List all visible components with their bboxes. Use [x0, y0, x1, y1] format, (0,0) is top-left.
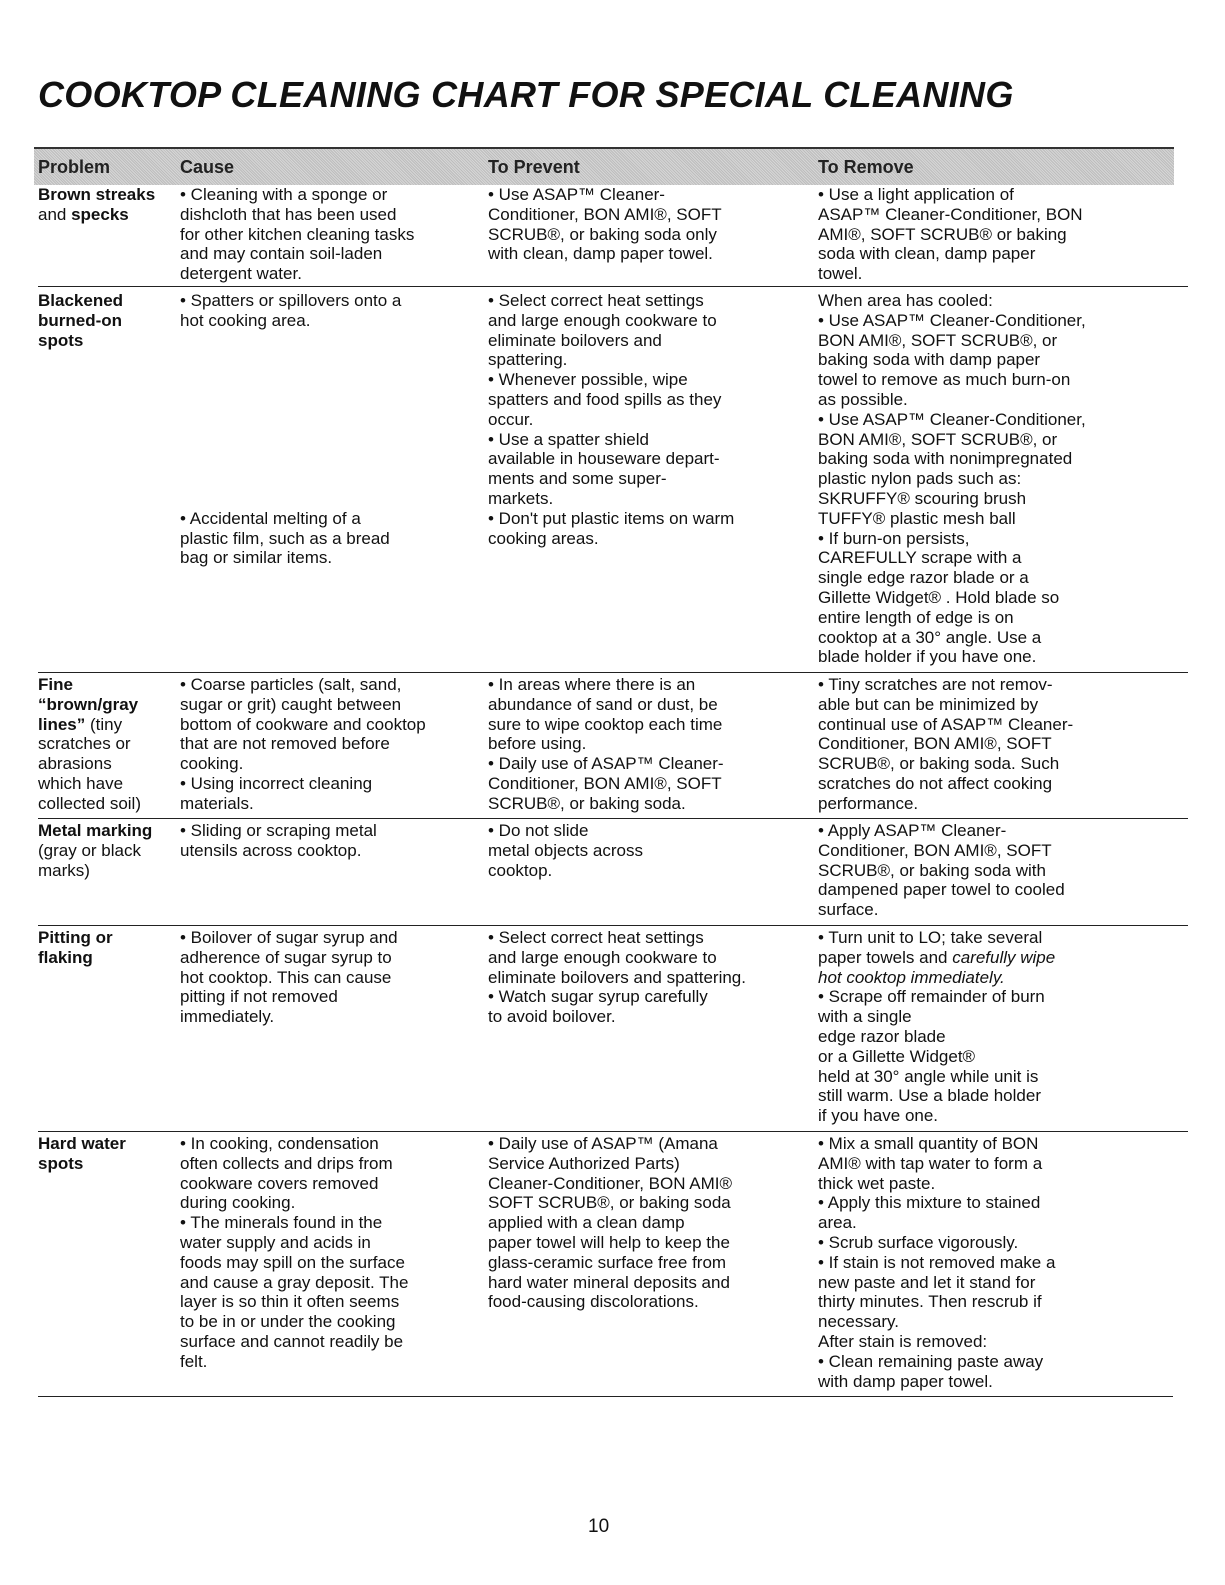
problem-cell — [38, 675, 141, 814]
text-line: or a Gillette Widget® — [818, 1046, 976, 1066]
text-line: AMI®, SOFT SCRUB® or baking — [818, 224, 1067, 244]
table-header — [34, 147, 1174, 185]
text-line: After stain is removed: — [818, 1331, 988, 1351]
text-line — [38, 821, 152, 841]
remove-cell — [818, 291, 1086, 667]
text-line: dampened paper towel to cooled — [818, 880, 1065, 900]
text-line: • Scrape off remainder of burn — [818, 987, 1045, 1007]
text-line: occur. — [488, 409, 534, 429]
cause-cell — [180, 1134, 408, 1372]
text-line: baking soda with damp paper — [818, 350, 1041, 370]
text-line: • Tiny scratches are not remov- — [818, 675, 1053, 694]
text-line: before using. — [488, 734, 587, 754]
text-line: and large enough cookware to — [488, 310, 717, 330]
cause-cell — [180, 675, 426, 814]
text-line: held at 30° angle while unit is — [818, 1066, 1039, 1086]
text-line — [180, 410, 401, 430]
text-line: and may contain soil-laden — [180, 244, 383, 264]
prevent-cell — [488, 928, 746, 1027]
text-line: eliminate boilovers and spattering. — [488, 967, 746, 987]
text-line: pitting if not removed — [180, 987, 338, 1007]
row-divider — [38, 1396, 1173, 1397]
text-line: scratches do not affect cooking — [818, 773, 1053, 793]
text-line: AMI® with tap water to form a — [818, 1153, 1043, 1173]
text-line: performance. — [818, 793, 919, 813]
text-line: immediately. — [180, 1007, 275, 1027]
text-line — [38, 675, 141, 695]
text-line — [38, 205, 155, 225]
text-line: Conditioner, BON AMI®, SOFT — [818, 734, 1052, 754]
text-line: cookware covers removed — [180, 1173, 379, 1193]
text-segment: flaking — [38, 947, 93, 967]
text-line: area. — [818, 1213, 857, 1233]
text-line: When area has cooled: — [818, 291, 993, 310]
cause-cell — [180, 928, 398, 1027]
text-line — [180, 430, 401, 450]
text-line: detergent water. — [180, 264, 302, 284]
text-line: and cause a gray deposit. The — [180, 1272, 409, 1292]
text-line — [38, 794, 141, 814]
text-line: • Use ASAP™ Cleaner-Conditioner, — [818, 409, 1086, 429]
header-problem: Problem — [38, 157, 111, 177]
text-line: SCRUB®, or baking soda. Such — [818, 754, 1060, 774]
text-segment: hot cooktop immediately. — [818, 967, 1005, 987]
text-line: able but can be minimized by — [818, 694, 1039, 714]
text-line: abundance of sand or dust, be — [488, 694, 718, 714]
text-segment: Blackened — [38, 291, 124, 310]
text-line: • Using incorrect cleaning — [180, 773, 373, 793]
text-line: spattering. — [488, 350, 568, 370]
remove-cell — [818, 675, 1073, 814]
text-line: plastic nylon pads such as: — [818, 469, 1022, 489]
text-segment: spots — [38, 1153, 84, 1173]
text-segment: spots — [38, 330, 84, 350]
text-line: SOFT SCRUB®, or baking soda — [488, 1193, 731, 1213]
text-line: metal objects across — [488, 840, 643, 860]
text-line: SCRUB®, or baking soda only — [488, 224, 717, 244]
remove-cell — [818, 1134, 1055, 1391]
text-line: ASAP™ Cleaner-Conditioner, BON — [818, 204, 1083, 224]
prevent-cell — [488, 291, 734, 548]
text-line: • Watch sugar syrup carefully — [488, 987, 708, 1007]
row-divider — [38, 818, 1188, 819]
text-segment: burned-on — [38, 310, 123, 330]
text-line: blade holder if you have one. — [818, 647, 1037, 667]
text-line — [180, 390, 401, 410]
text-line — [38, 311, 123, 331]
text-line: plastic film, such as a bread — [180, 528, 390, 548]
text-line — [38, 928, 113, 948]
text-line — [38, 695, 141, 715]
text-line: • Mix a small quantity of BON — [818, 1134, 1039, 1153]
text-line: • Scrub surface vigorously. — [818, 1232, 1019, 1252]
text-line: bag or similar items. — [180, 548, 333, 568]
text-segment: which have — [38, 773, 124, 793]
text-line: layer is so thin it often seems — [180, 1292, 400, 1312]
text-line: surface. — [818, 900, 879, 920]
text-line: BON AMI®, SOFT SCRUB®, or — [818, 429, 1058, 449]
text-line: glass-ceramic surface free from — [488, 1252, 727, 1272]
page-title: COOKTOP CLEANING CHART FOR SPECIAL CLEANING — [38, 74, 1014, 115]
text-line: Conditioner, BON AMI®, SOFT — [818, 840, 1052, 860]
cause-cell — [180, 291, 401, 568]
row-divider — [38, 672, 1188, 673]
text-line: water supply and acids in — [180, 1232, 371, 1252]
text-line: with a single — [818, 1007, 912, 1027]
text-line: Service Authorized Parts) — [488, 1153, 680, 1173]
text-line: • Accidental melting of a — [180, 508, 361, 528]
text-line: hot cooktop. This can cause — [180, 967, 392, 987]
text-line: food-causing discolorations. — [488, 1292, 699, 1312]
text-line — [38, 861, 152, 881]
text-line: Cleaner-Conditioner, BON AMI® — [488, 1173, 733, 1193]
text-line: thirty minutes. Then rescrub if — [818, 1292, 1042, 1312]
text-line: • If stain is not removed make a — [818, 1252, 1056, 1272]
text-line: thick wet paste. — [818, 1173, 936, 1193]
text-line: Gillette Widget® . Hold blade so — [818, 587, 1060, 607]
prevent-cell — [488, 821, 643, 880]
text-line — [180, 370, 401, 390]
remove-cell — [818, 821, 1065, 920]
text-line — [38, 331, 123, 351]
text-line: • Daily use of ASAP™ Cleaner- — [488, 754, 724, 774]
text-segment: (tiny — [85, 714, 123, 734]
text-line — [180, 489, 401, 509]
text-line: towel. — [818, 264, 863, 284]
text-line: • Use ASAP™ Cleaner-Conditioner, — [818, 310, 1086, 330]
text-line: • Boilover of sugar syrup and — [180, 928, 398, 947]
text-line: • Use a spatter shield — [488, 429, 649, 449]
prevent-cell — [488, 675, 724, 814]
row-divider — [38, 286, 1188, 287]
problem-cell — [38, 821, 152, 880]
text-line — [818, 948, 1055, 968]
problem-cell — [38, 1134, 126, 1174]
text-line: surface and cannot readily be — [180, 1331, 404, 1351]
text-segment: specks — [71, 204, 129, 224]
text-line: continual use of ASAP™ Cleaner- — [818, 714, 1074, 734]
row-divider — [38, 1131, 1188, 1132]
text-line — [38, 774, 141, 794]
text-line: bottom of cookware and cooktop — [180, 714, 426, 734]
text-line — [38, 1154, 126, 1174]
header-to-remove: To Remove — [818, 157, 914, 177]
text-line: markets. — [488, 488, 554, 508]
text-line: edge razor blade — [818, 1026, 946, 1046]
text-line — [38, 841, 152, 861]
text-line: new paste and let it stand for — [818, 1272, 1036, 1292]
header-cause: Cause — [180, 157, 235, 177]
text-line: towel to remove as much burn-on — [818, 370, 1071, 390]
text-line: often collects and drips from — [180, 1153, 393, 1173]
text-line: to avoid boilover. — [488, 1007, 616, 1027]
text-line: • Apply this mixture to stained — [818, 1193, 1041, 1213]
cause-cell — [180, 821, 377, 861]
text-line: paper towel will help to keep the — [488, 1232, 730, 1252]
text-line: for other kitchen cleaning tasks — [180, 224, 415, 244]
text-line: • Daily use of ASAP™ (Amana — [488, 1134, 718, 1153]
text-line — [818, 968, 1055, 988]
text-line: • In areas where there is an — [488, 675, 696, 694]
problem-cell — [38, 291, 123, 350]
text-segment: scratches or — [38, 734, 131, 754]
text-line: CAREFULLY scrape with a — [818, 548, 1022, 568]
text-line: cooktop at a 30° angle. Use a — [818, 627, 1042, 647]
text-segment: lines” — [38, 714, 86, 734]
text-segment: Metal marking — [38, 821, 153, 840]
text-line: • Do not slide — [488, 821, 589, 840]
text-line: SKRUFFY® scouring brush — [818, 488, 1027, 508]
text-line: • Apply ASAP™ Cleaner- — [818, 821, 1007, 840]
text-line: • If burn-on persists, — [818, 528, 970, 548]
text-segment: collected soil) — [38, 793, 141, 813]
text-line — [38, 734, 141, 754]
problem-cell — [38, 185, 155, 225]
text-segment: Hard water — [38, 1134, 126, 1153]
text-line: cooking. — [180, 754, 244, 774]
text-line: as possible. — [818, 389, 908, 409]
text-line: with clean, damp paper towel. — [488, 244, 713, 264]
text-line: spatters and food spills as they — [488, 389, 722, 409]
text-line: cooktop. — [488, 860, 553, 880]
text-line: single edge razor blade or a — [818, 568, 1029, 588]
prevent-cell — [488, 185, 722, 264]
text-line: ments and some super- — [488, 469, 667, 489]
text-segment: (gray or black — [38, 840, 141, 860]
text-line: utensils across cooktop. — [180, 840, 362, 860]
text-line: TUFFY® plastic mesh ball — [818, 508, 1016, 528]
text-line: • Sliding or scraping metal — [180, 821, 377, 840]
text-line: • Whenever possible, wipe — [488, 370, 688, 390]
text-line: during cooking. — [180, 1193, 296, 1213]
text-line: necessary. — [818, 1312, 899, 1332]
text-line: • Select correct heat settings — [488, 928, 704, 947]
text-line — [38, 1134, 126, 1154]
prevent-cell — [488, 1134, 732, 1312]
text-segment: “brown/gray — [38, 694, 139, 714]
text-line: available in houseware depart- — [488, 449, 720, 469]
text-segment: paper towels and — [818, 947, 953, 967]
text-line: sugar or grit) caught between — [180, 694, 402, 714]
text-line: hard water mineral deposits and — [488, 1272, 730, 1292]
cause-cell — [180, 185, 414, 284]
text-line: applied with a clean damp — [488, 1213, 685, 1233]
text-segment: abrasions — [38, 754, 112, 774]
text-line — [38, 291, 123, 311]
text-segment: Pitting or — [38, 928, 113, 947]
text-line: sure to wipe cooktop each time — [488, 714, 723, 734]
text-line: still warm. Use a blade holder — [818, 1086, 1041, 1106]
text-line — [38, 185, 155, 205]
text-line: and large enough cookware to — [488, 947, 717, 967]
text-line: with damp paper towel. — [818, 1371, 993, 1391]
text-line — [38, 948, 113, 968]
text-line: adherence of sugar syrup to — [180, 947, 392, 967]
row-divider — [38, 925, 1188, 926]
problem-cell — [38, 928, 113, 968]
text-line: foods may spill on the surface — [180, 1252, 405, 1272]
text-line: if you have one. — [818, 1106, 939, 1126]
text-line — [38, 754, 141, 774]
text-line: • In cooking, condensation — [180, 1134, 379, 1153]
remove-cell — [818, 185, 1083, 284]
text-line: Conditioner, BON AMI®, SOFT — [488, 204, 722, 224]
text-line: • Use a light application of — [818, 185, 1014, 204]
text-segment: Fine — [38, 675, 73, 694]
text-line: BON AMI®, SOFT SCRUB®, or — [818, 330, 1058, 350]
text-line: soda with clean, damp paper — [818, 244, 1036, 264]
text-segment: and — [38, 204, 72, 224]
text-line: • Don't put plastic items on warm — [488, 508, 735, 528]
text-segment: Brown streaks — [38, 185, 156, 204]
text-line: eliminate boilovers and — [488, 330, 662, 350]
header-to-prevent: To Prevent — [488, 157, 580, 177]
remove-cell — [818, 928, 1055, 1126]
text-line: entire length of edge is on — [818, 607, 1014, 627]
text-line: baking soda with nonimpregnated — [818, 449, 1073, 469]
text-line: felt. — [180, 1351, 208, 1371]
text-line — [180, 350, 401, 370]
text-line: • Coarse particles (salt, sand, — [180, 675, 402, 694]
text-line: cooking areas. — [488, 528, 599, 548]
text-line: that are not removed before — [180, 734, 390, 754]
text-line — [180, 469, 401, 489]
text-line: SCRUB®, or baking soda. — [488, 793, 686, 813]
text-line: materials. — [180, 793, 254, 813]
text-line: to be in or under the cooking — [180, 1312, 396, 1332]
text-line: hot cooking area. — [180, 310, 311, 330]
text-line — [38, 715, 141, 735]
text-segment: carefully wipe — [952, 947, 1056, 967]
text-line: SCRUB®, or baking soda with — [818, 860, 1046, 880]
text-line: • Select correct heat settings — [488, 291, 704, 310]
text-line: Conditioner, BON AMI®, SOFT — [488, 773, 722, 793]
text-line — [180, 331, 401, 351]
page-number: 10 — [588, 1516, 610, 1537]
text-line: • Turn unit to LO; take several — [818, 928, 1043, 947]
text-line — [180, 449, 401, 469]
text-line: dishcloth that has been used — [180, 204, 397, 224]
text-line: • Clean remaining paste away — [818, 1351, 1044, 1371]
text-line: • The minerals found in the — [180, 1213, 383, 1233]
text-line: • Use ASAP™ Cleaner- — [488, 185, 665, 204]
text-segment: marks) — [38, 860, 90, 880]
text-line: • Spatters or spillovers onto a — [180, 291, 402, 310]
text-line: • Cleaning with a sponge or — [180, 185, 388, 204]
